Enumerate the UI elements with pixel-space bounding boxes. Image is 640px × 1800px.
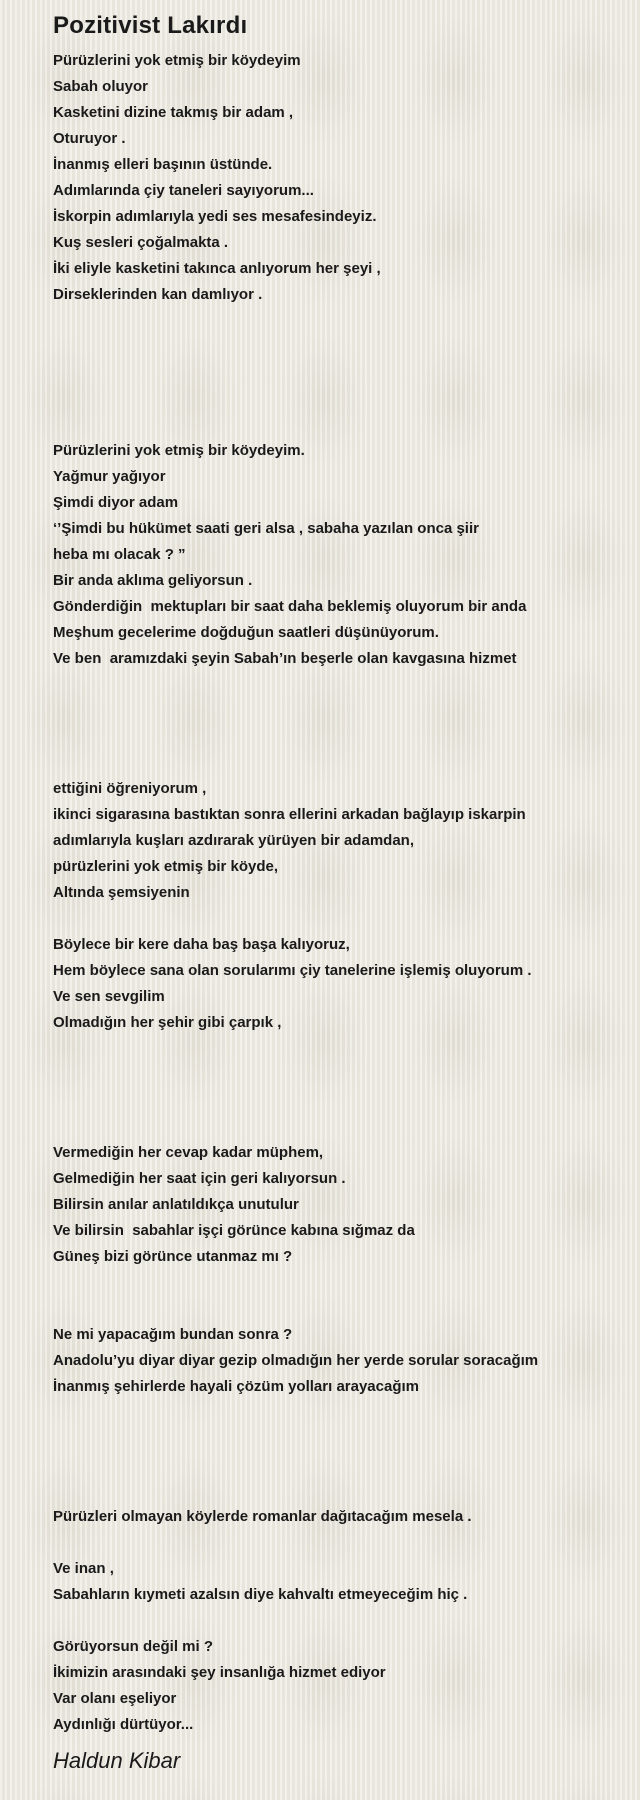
poem-line	[53, 1478, 633, 1504]
poem-line: ettiğini öğreniyorum ,	[53, 780, 207, 797]
poem-line	[53, 1114, 633, 1140]
poem-line	[53, 724, 633, 750]
poem-line: Pürüzlerini yok etmiş bir köydeyim	[53, 52, 301, 69]
poem-line: Pürüzleri olmayan köylerde romanlar dağıtacağım mesela .	[53, 1508, 472, 1525]
poem-line	[53, 308, 633, 334]
poem-line	[53, 1270, 633, 1296]
poem-line: Pürüzlerini yok etmiş bir köydeyim.	[53, 442, 305, 459]
poem-line	[53, 1400, 633, 1426]
poem-line: Aydınlığı dürtüyor...	[53, 1716, 194, 1733]
poem-line	[53, 1062, 633, 1088]
poem-line: Var olanı eşeliyor	[53, 1690, 177, 1707]
poem-line: Sabah oluyor	[53, 78, 149, 95]
poem-line: Şimdi diyor adam	[53, 494, 179, 511]
poem-line	[53, 1036, 633, 1062]
poem-line	[53, 750, 633, 776]
poem-line	[53, 1452, 633, 1478]
poem-line	[53, 698, 633, 724]
poem-line: heba mı olacak ? ”	[53, 546, 186, 563]
poem-line	[53, 386, 633, 412]
poem-line: Ve ben aramızdaki şeyin Sabah’ın beşerle olan kavgasına hizmet	[53, 650, 517, 667]
poem-line: İnanmış elleri başının üstünde.	[53, 156, 273, 173]
poem-line: Kuş sesleri çoğalmakta .	[53, 234, 229, 251]
poem-line: Gönderdiğin mektupları bir saat daha beklemiş oluyorum bir anda	[53, 598, 527, 615]
poem-line: Görüyorsun değil mi ?	[53, 1638, 214, 1655]
poem-line: Böylece bir kere daha baş başa kalıyoruz,	[53, 936, 350, 953]
poem-line	[53, 412, 633, 438]
poem-line	[53, 1088, 633, 1114]
poem-line: Adımlarında çiy taneleri sayıyorum...	[53, 182, 314, 199]
poem-line	[53, 672, 633, 698]
poem-line: ‘’Şimdi bu hükümet saati geri alsa , sabaha yazılan onca şiir	[53, 520, 479, 537]
poem-line: Meşhum gecelerime doğduğun saatleri düşünüyorum.	[53, 624, 439, 641]
poem-line: Hem böylece sana olan sorularımı çiy tanelerine işlemiş oluyorum .	[53, 962, 532, 979]
poem-line: Kasketini dizine takmış bir adam ,	[53, 104, 294, 121]
poem-line: İki eliyle kasketini takınca anlıyorum her şeyi ,	[53, 260, 381, 277]
poem-line: Ve sen sevgilim	[53, 988, 165, 1005]
poem-line	[53, 1296, 633, 1322]
poem-line: pürüzlerini yok etmiş bir köyde,	[53, 858, 279, 875]
poem-line	[53, 1426, 633, 1452]
poem-title: Pozitivist Lakırdı	[53, 12, 248, 39]
poem-line	[53, 334, 633, 360]
poem-line: İkimizin arasındaki şey insanlığa hizmet ediyor	[53, 1664, 386, 1681]
poem-line: Güneş bizi görünce utanmaz mı ?	[53, 1248, 293, 1265]
poem-line	[53, 1530, 633, 1556]
poem-line: adımlarıyla kuşları azdırarak yürüyen bir adamdan,	[53, 832, 414, 849]
poem-line: Olmadığın her şehir gibi çarpık ,	[53, 1014, 282, 1031]
poem-line: Bir anda aklıma geliyorsun .	[53, 572, 253, 589]
poem-line: Altında şemsiyenin	[53, 884, 190, 901]
poem-line: Oturuyor .	[53, 130, 126, 147]
poem-line: Yağmur yağıyor	[53, 468, 166, 485]
poem-container	[53, 10, 633, 1776]
poem-line: Bilirsin anılar anlatıldıkça unutulur	[53, 1196, 299, 1213]
poem-author: Haldun Kibar	[53, 1748, 181, 1773]
poem-line: Vermediğin her cevap kadar müphem,	[53, 1144, 324, 1161]
poem-line: Ve bilirsin sabahlar işçi görünce kabına sığmaz da	[53, 1222, 415, 1239]
poem-body	[53, 48, 633, 1738]
poem-line: ikinci sigarasına bastıktan sonra ellerini arkadan bağlayıp iskarpin	[53, 806, 526, 823]
poem-line: Ne mi yapacağım bundan sonra ?	[53, 1326, 293, 1343]
poem-line: Dirseklerinden kan damlıyor .	[53, 286, 263, 303]
poem-line	[53, 906, 633, 932]
poem-line: Anadolu’yu diyar diyar gezip olmadığın her yerde sorular soracağım	[53, 1352, 539, 1369]
poem-line	[53, 1608, 633, 1634]
poem-line: Gelmediğin her saat için geri kalıyorsun .	[53, 1170, 346, 1187]
poem-line: Ve inan ,	[53, 1560, 114, 1577]
poem-line	[53, 360, 633, 386]
poem-line: İskorpin adımlarıyla yedi ses mesafesindeyiz.	[53, 208, 377, 225]
poem-line: İnanmış şehirlerde hayali çözüm yolları arayacağım	[53, 1378, 419, 1395]
poem-line: Sabahların kıymeti azalsın diye kahvaltı etmeyeceğim hiç .	[53, 1586, 468, 1603]
